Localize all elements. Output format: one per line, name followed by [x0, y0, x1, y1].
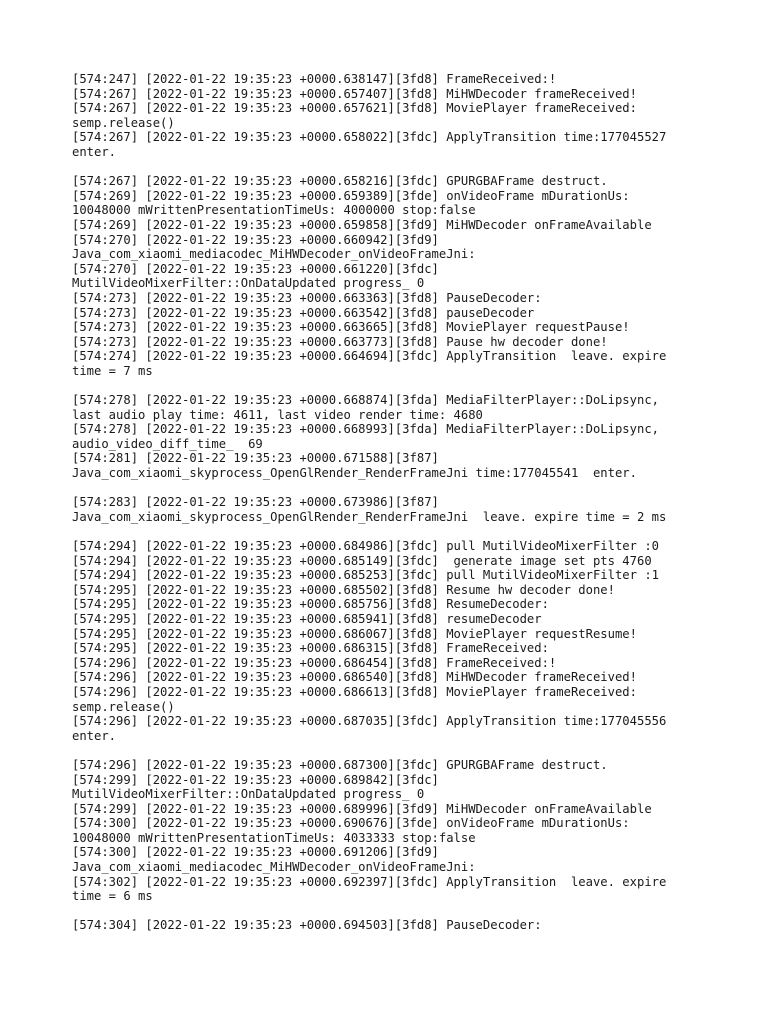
log-line: [574:296] [2022-01-22 19:35:23 +0000.686613][3fd8] MoviePlayer frameReceived:	[72, 684, 637, 699]
log-line: MutilVideoMixerFilter::OnDataUpdated progress_ 0	[72, 787, 425, 802]
log-line: time = 7 ms	[72, 363, 153, 378]
log-line: [574:304] [2022-01-22 19:35:23 +0000.694503][3fd8] PauseDecoder:	[72, 918, 542, 933]
log-line: [574:295] [2022-01-22 19:35:23 +0000.685756][3fd8] ResumeDecoder:	[72, 597, 549, 612]
log-line: Java_com_xiaomi_skyprocess_OpenGlRender_RenderFrameJni leave. expire time = 2 ms	[72, 509, 667, 524]
log-line: MutilVideoMixerFilter::OnDataUpdated progress_ 0	[72, 276, 425, 291]
log-line: [574:300] [2022-01-22 19:35:23 +0000.690676][3fde] onVideoFrame mDurationUs:	[72, 816, 630, 831]
log-line: [574:300] [2022-01-22 19:35:23 +0000.691206][3fd9]	[72, 845, 439, 860]
log-line: 10048000 mWrittenPresentationTimeUs: 4000000 stop:false	[72, 203, 476, 218]
log-line: audio_video_diff_time_ 69	[72, 436, 263, 451]
log-line: Java_com_xiaomi_mediacodec_MiHWDecoder_onVideoFrameJni:	[72, 247, 476, 262]
log-line: [574:267] [2022-01-22 19:35:23 +0000.658022][3fdc] ApplyTransition time:177045527	[72, 130, 667, 145]
log-line: [574:273] [2022-01-22 19:35:23 +0000.663542][3fd8] pauseDecoder	[72, 305, 535, 320]
blank-line	[72, 160, 712, 175]
log-line: [574:295] [2022-01-22 19:35:23 +0000.685941][3fd8] resumeDecoder	[72, 611, 542, 626]
log-document	[72, 72, 712, 933]
log-line: 10048000 mWrittenPresentationTimeUs: 4033333 stop:false	[72, 830, 476, 845]
log-line: [574:278] [2022-01-22 19:35:23 +0000.668874][3fda] MediaFilterPlayer::DoLipsync,	[72, 393, 659, 408]
log-line: last audio play time: 4611, last video render time: 4680	[72, 407, 483, 422]
log-line: [574:274] [2022-01-22 19:35:23 +0000.664694][3fdc] ApplyTransition leave. expire	[72, 349, 667, 364]
log-line: [574:270] [2022-01-22 19:35:23 +0000.661220][3fdc]	[72, 261, 439, 276]
log-line: semp.release()	[72, 115, 175, 130]
log-line: enter.	[72, 728, 117, 743]
blank-line	[72, 904, 712, 919]
log-line: semp.release()	[72, 699, 175, 714]
log-line: [574:295] [2022-01-22 19:35:23 +0000.685502][3fd8] Resume hw decoder done!	[72, 582, 615, 597]
log-line: [574:269] [2022-01-22 19:35:23 +0000.659858][3fd9] MiHWDecoder onFrameAvailable	[72, 217, 652, 232]
log-line: [574:299] [2022-01-22 19:35:23 +0000.689842][3fdc]	[72, 772, 439, 787]
blank-line	[72, 743, 712, 758]
log-line: enter.	[72, 144, 117, 159]
log-line: [574:296] [2022-01-22 19:35:23 +0000.687035][3fdc] ApplyTransition time:177045556	[72, 714, 667, 729]
log-line: [574:273] [2022-01-22 19:35:23 +0000.663363][3fd8] PauseDecoder:	[72, 290, 542, 305]
blank-line	[72, 524, 712, 539]
log-line: [574:294] [2022-01-22 19:35:23 +0000.685149][3fdc] generate image set pts 4760	[72, 553, 652, 568]
log-line: [574:269] [2022-01-22 19:35:23 +0000.659389][3fde] onVideoFrame mDurationUs:	[72, 188, 630, 203]
log-line: Java_com_xiaomi_skyprocess_OpenGlRender_RenderFrameJni time:177045541 enter.	[72, 466, 637, 481]
log-line: [574:296] [2022-01-22 19:35:23 +0000.686540][3fd8] MiHWDecoder frameReceived!	[72, 670, 637, 685]
blank-line	[72, 378, 712, 393]
log-line: [574:270] [2022-01-22 19:35:23 +0000.660942][3fd9]	[72, 232, 439, 247]
log-line: [574:273] [2022-01-22 19:35:23 +0000.663773][3fd8] Pause hw decoder done!	[72, 334, 608, 349]
log-line: [574:267] [2022-01-22 19:35:23 +0000.657407][3fd8] MiHWDecoder frameReceived!	[72, 86, 637, 101]
log-line: [574:296] [2022-01-22 19:35:23 +0000.686454][3fd8] FrameReceived:!	[72, 655, 557, 670]
log-line: [574:283] [2022-01-22 19:35:23 +0000.673986][3f87]	[72, 495, 439, 510]
log-line: [574:294] [2022-01-22 19:35:23 +0000.684986][3fdc] pull MutilVideoMixerFilter :0	[72, 539, 659, 553]
log-line: [574:294] [2022-01-22 19:35:23 +0000.685253][3fdc] pull MutilVideoMixerFilter :1	[72, 568, 659, 583]
log-line: time = 6 ms	[72, 889, 153, 904]
log-line: [574:302] [2022-01-22 19:35:23 +0000.692397][3fdc] ApplyTransition leave. expire	[72, 874, 667, 889]
blank-line	[72, 481, 712, 496]
log-line: [574:267] [2022-01-22 19:35:23 +0000.658216][3fdc] GPURGBAFrame destruct.	[72, 174, 608, 189]
log-line: [574:273] [2022-01-22 19:35:23 +0000.663665][3fd8] MoviePlayer requestPause!	[72, 320, 630, 335]
log-line: [574:281] [2022-01-22 19:35:23 +0000.671588][3f87]	[72, 451, 439, 466]
log-line: Java_com_xiaomi_mediacodec_MiHWDecoder_onVideoFrameJni:	[72, 860, 476, 875]
log-line: [574:295] [2022-01-22 19:35:23 +0000.686067][3fd8] MoviePlayer requestResume!	[72, 626, 637, 641]
log-line: [574:296] [2022-01-22 19:35:23 +0000.687300][3fdc] GPURGBAFrame destruct.	[72, 757, 608, 772]
log-line: [574:247] [2022-01-22 19:35:23 +0000.638147][3fd8] FrameReceived:!	[72, 72, 557, 86]
log-line: [574:295] [2022-01-22 19:35:23 +0000.686315][3fd8] FrameReceived:	[72, 641, 549, 656]
log-line: [574:299] [2022-01-22 19:35:23 +0000.689996][3fd9] MiHWDecoder onFrameAvailable	[72, 801, 652, 816]
log-line: [574:278] [2022-01-22 19:35:23 +0000.668993][3fda] MediaFilterPlayer::DoLipsync,	[72, 422, 659, 437]
log-line: [574:267] [2022-01-22 19:35:23 +0000.657621][3fd8] MoviePlayer frameReceived:	[72, 101, 637, 116]
